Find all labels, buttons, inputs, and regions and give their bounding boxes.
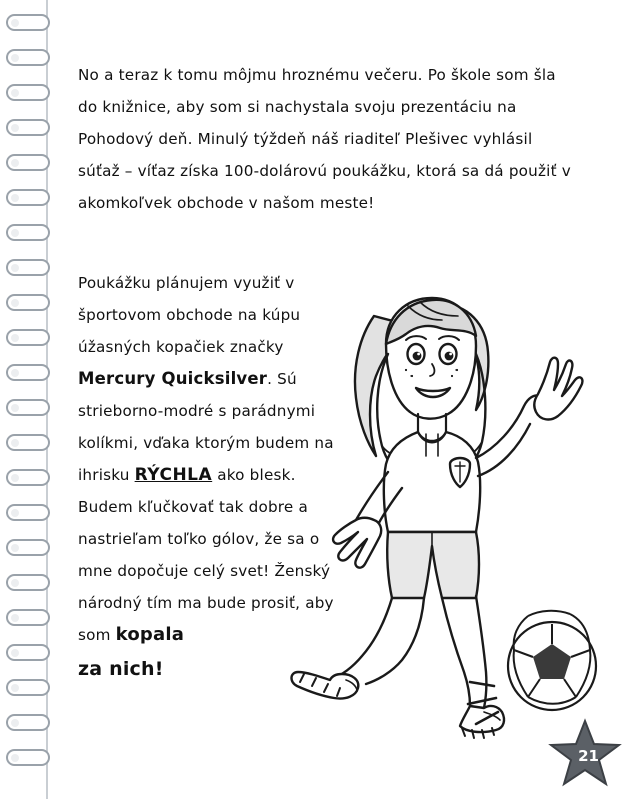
binding-ring [6, 294, 50, 311]
binding-ring [6, 714, 50, 731]
paragraph-run-1: Poukážku plánujem využiť v športovom obchode na kúpu úžasných kopačiek značky [78, 274, 301, 357]
paragraph-intro: No a teraz k tomu môjmu hroznému večeru. Po škole som šla do knižnice, aby som si nachystala svoju prezentáciu na Pohodový deň. Minulý týždeň náš riaditeľ Plešivec vyhlásil súťaž – víťaz získa 100-dolárovú poukážku, ktorá sa dá použiť v akomkoľvek obchode v našom meste! [78, 66, 571, 213]
binding-ring [6, 14, 50, 31]
brand-name: Mercury Quicksilver [78, 369, 268, 389]
spiral-notebook-binding [0, 0, 58, 799]
binding-ring [6, 539, 50, 556]
binding-ring [6, 49, 50, 66]
binding-ring [6, 749, 50, 766]
binding-ring [6, 84, 50, 101]
binding-ring [6, 434, 50, 451]
binding-ring [6, 504, 50, 521]
soccer-ball [508, 611, 596, 710]
emphasis-fast: RÝCHLA [134, 465, 213, 486]
girl-soccer-player-kicking-ball-illustration [290, 258, 620, 758]
binding-ring [6, 399, 50, 416]
binding-ring [6, 469, 50, 486]
binding-ring [6, 189, 50, 206]
binding-ring [6, 679, 50, 696]
binding-ring [6, 224, 50, 241]
final-exclamation: za nich! [78, 658, 164, 681]
binding-ring [6, 609, 50, 626]
binding-ring [6, 574, 50, 591]
binding-ring [6, 154, 50, 171]
emphasis-kick: kopala [115, 624, 185, 646]
binding-ring [6, 364, 50, 381]
paragraph-run-3: ako blesk. Budem kľučkovať tak dobre a nastrieľam toľko gólov, že sa o mne dopočuje celý svet! Ženský národný tím ma bude prosiť, aby som [78, 466, 334, 645]
binding-ring [6, 259, 50, 276]
paragraph-run-2: . Sú strieborno-modré s parádnymi kolíkmi, vďaka ktorým budem na ihrisku [78, 370, 334, 485]
binding-ring [6, 644, 50, 661]
binding-ring [6, 329, 50, 346]
page-number: 21 [578, 747, 599, 765]
binding-ring [6, 119, 50, 136]
